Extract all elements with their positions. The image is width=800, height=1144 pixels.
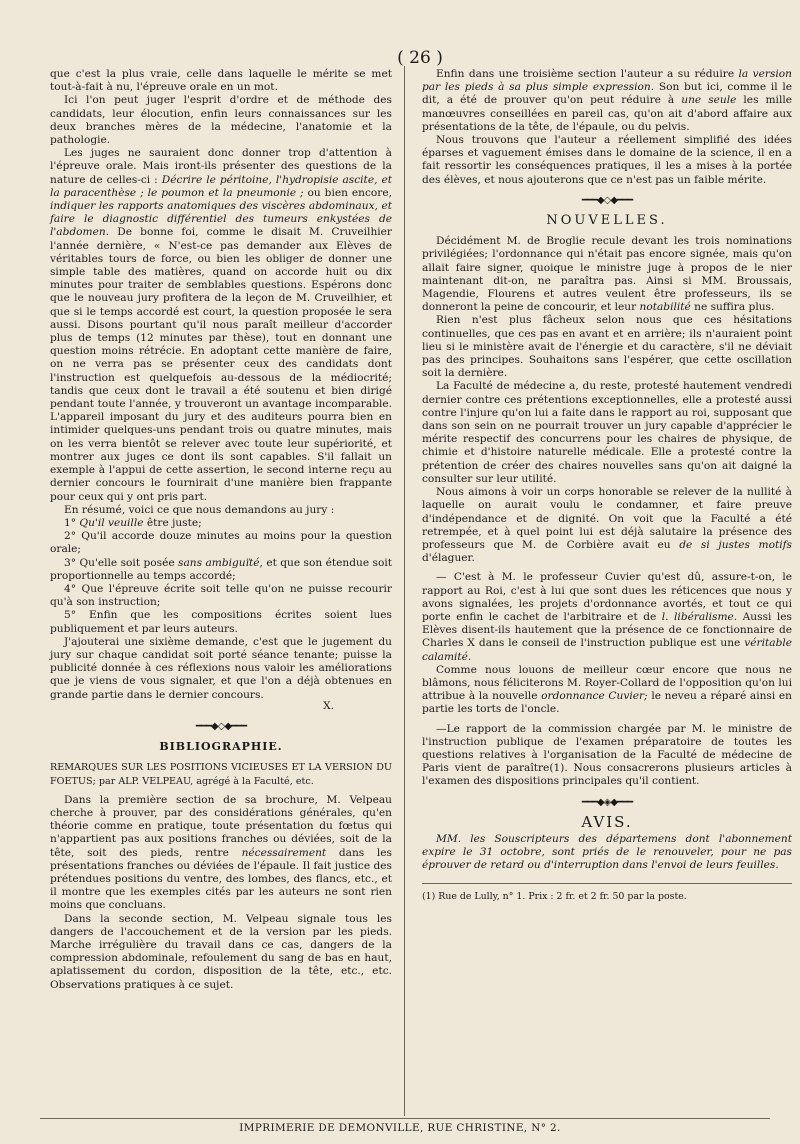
column-rule (404, 66, 405, 1116)
paragraph: Rien n'est plus fâcheux selon nous que ces hésitations continuelles, que ces pas en avant et en arrière; ils n'auraient point lieu si le ministère avait de l'énergie et du caractère, s'il ne déviait pas des principes. Souhaitons sans l'espérer, que cette oscillation soit la dernière. (422, 314, 792, 380)
section-heading-bibliographie: BIBLIOGRAPHIE. (159, 740, 283, 754)
paragraph: Comme nous louons de meilleur cœur encore que nous ne blâmons, nous féliciterons M. Royer-Collard de l'opposition qu'on lui attribue à la nouvelle ordonnance Cuvier; le neveu a réparé ainsi en partie les torts de l'oncle. (422, 663, 792, 716)
list-item: 2° Qu'il accorde douze minutes au moins pour la question orale; (50, 530, 392, 556)
ornament-divider: ━━━◆◇◆━━━ (195, 720, 247, 732)
list-item: 3° Qu'elle soit posée sans ambiguïté, et que son étendue soit proportionnelle au temps accordé; (50, 556, 392, 582)
paragraph: Dans la seconde section, M. Velpeau signale tous les dangers de l'accouchement et de la version par les pieds. Marche irrégulière du travail dans ce cas, dangers de la compression abdominale, refoulement du sang de bas en haut, aplatissement du cordon, disposition de la tête, etc., etc. Observations pratiques à ce sujet. (50, 912, 392, 991)
signature: X. (323, 699, 334, 712)
section-heading-avis: AVIS. (581, 812, 633, 831)
list-item: 4° Que l'épreuve écrite soit telle qu'on ne puisse recourir qu'à son instruction; (50, 582, 392, 609)
footer-rule (40, 1118, 770, 1119)
paragraph: La Faculté de médecine a, du reste, protesté hautement vendredi dernier contre ces prétentions exceptionnelles, elle a protesté aussi contre l'injure qu'on lui a faite dans le rapport au roi, supposant que dans son sein on ne pourrait trouver un jury capable d'apprécier le mérite respectif des concurrens pour les chaires de physique, de chimie et d'histoire naturelle médicale. Elle a protesté contre la prétention de créer des chaires nouvelles sans qu'on ait daigné la consulter sur leur utilité. (422, 380, 792, 485)
footnote: (1) Rue de Lully, n° 1. Prix : 2 fr. et 2 fr. 50 par la poste. (422, 883, 792, 903)
review-title: REMARQUES SUR LES POSITIONS VICIEUSES ET LA VERSION DU FOETUS; par ALP. VELPEAU, agrégé à la Faculté, etc. (50, 762, 392, 787)
list-item: 5° Enfin que les compositions écrites soient lues publiquement et par leurs auteurs. (50, 609, 392, 635)
paragraph: Décidément M. de Broglie recule devant les trois nominations privilégiées; l'ordonnance qui n'était pas encore signée, mais qu'on allait faire signer, quoique le ministre juge à propos de le nier maintenant dit-on, ne paraîtra pas. Ainsi si MM. Broussais, Magendie, Flourens et autres veulent être professeurs, ils se donneront la peine de concourir, et leur notabilité ne suffira plus. (422, 235, 792, 314)
paragraph: En résumé, voici ce que nous demandons au jury : (64, 503, 335, 516)
right-column (422, 68, 792, 903)
left-column (50, 68, 392, 992)
paragraph: Ici l'on peut juger l'esprit d'ordre et de méthode des candidats, leur élocution, enfin leurs connaissances sur les deux branches mères de la médecine, l'anatomie et la pathologie. (50, 94, 392, 147)
notice-text: MM. les Souscripteurs des départemens dont l'abonnement expire le 31 octobre, sont priés de le renouveler, pour ne pas éprouver de retard ou d'interruption dans l'envoi de leurs feuilles. (422, 832, 792, 872)
paragraph: — C'est à M. le professeur Cuvier qu'est dû, assure-t-on, le rapport au Roi, c'est à lui que sont dues les réticences que nous y avons signalées, les projets d'ordonnance avortés, et tout ce qui porte enfin le cachet de l'arbitraire et de l. libéralisme. Aussi les Elèves disent-ils hautement que la présence de ce fonctionnaire de Charles X dans le conseil de l'instruction publique est une véritable calamité. (422, 571, 793, 663)
section-heading-nouvelles: NOUVELLES. (546, 213, 668, 229)
ornament-divider: ━━━◆◈◆━━━ (581, 796, 633, 808)
ornament-divider: ━━━◆◇◆━━━ (581, 194, 633, 206)
list-item: 1° Qu'il veuille être juste; (64, 516, 202, 529)
paragraph: Enfin dans une troisième section l'auteur a su réduire la version par les pieds à sa plus simple expression. Son but ici, comme il le dit, a été de prouver qu'on peut réduire à une seule les mille manœuvres conseillées en pareil cas, qu'on ait d'abord affaire aux présentations de la tête, de l'épaule, ou du pelvis. (422, 68, 792, 133)
paragraph: que c'est la plus vraie, celle dans laquelle le mérite se met tout-à-fait à nu, l'épreuve orale en un mot. (50, 68, 392, 94)
paragraph: Les juges ne sauraient donc donner trop d'attention à l'épreuve orale. Mais iront-ils présenter des questions de la nature de celles-ci : Décrire le péritoine, l'hydropisie ascite, et la paracenthèse ; le poumon et la pneumonie ; ou bien encore, indiquer les rapports anatomiques des viscères abdominaux, et faire le diagnostic différentiel des tumeurs enkystées de l'abdomen. De bonne foi, comme le disait M. Cruveilhier l'année dernière, « N'est-ce pas demander aux Elèves de véritables tours de force, ou bien les obliger de donner une simple table des matières, quand on accorde huit ou dix minutes pour traiter de semblables questions. Espérons donc que le nouveau jury profitera de la leçon de M. Cruveilhier, et que si le temps accordé est court, la question proposée le sera aussi. Disons pourtant qu'il nous paraît meilleur d'accorder plus de temps (12 minutes par thèse), tout en donnant une question moins rétrécie. En adoptant cette manière de faire, on ne verra pas se présenter ceux des candidats dont l'instruction est quelquefois au-dessous de la médiocrité; tandis que ceux dont le travail a été soutenu et bien dirigé pendant toute l'année, y trouveront un avantage incomparable. L'appareil imposant du jury et des auditeurs pourra bien en intimider quelques-uns pendant trois ou quatre minutes, mais on les verra bientôt se relever avec toute leur supériorité, et montrer aux juges ce dont ils sont capables. S'il fallait un exemple à l'appui de cette assertion, le second interne reçu au dernier concours le fournirait d'une manière bien frappante pour ceux qui y ont pris part. (50, 147, 392, 503)
paragraph: J'ajouterai une sixième demande, c'est que le jugement du jury sur chaque candidat soit porté séance tenante; puisse la publicité donnée à ces réflexions nous valoir les améliorations que je viens de vous signaler, et que l'on a déjà obtenues en grande partie dans le dernier concours. (50, 635, 392, 701)
paragraph: Nous aimons à voir un corps honorable se relever de la nullité à laquelle on aurait voulu le condamner, et faire preuve d'indépendance et de dignité. On voit que la Faculté a été retrempée, et à quel point lui est déjà salutaire la présence des professeurs que M. de Corbière avait eu de si justes motifs d'élaguer. (422, 486, 792, 565)
printer-imprint: IMPRIMERIE DE DEMONVILLE, RUE CHRISTINE, N° 2. (239, 1122, 561, 1134)
paragraph: —Le rapport de la commission chargée par M. le ministre de l'instruction publique de l'examen préparatoire de toutes les questions relatives à l'organisation de la Faculté de médecine de Paris vient de paraître(1). Nous consacrerons plusieurs articles à l'examen des dispositions principales qu'il contient. (422, 722, 792, 788)
paragraph: Dans la première section de sa brochure, M. Velpeau cherche à prouver, par des considérations générales, qu'en théorie comme en pratique, toute présentation du fœtus qui n'appartient pas aux positions franches ou déviées, soit de la tête, soit des pieds, rentre nécessairement dans les présentations franches ou déviées de l'épaule. Il fait justice des prétendues positions du ventre, des lombes, des flancs, etc., et il montre que les exemples cités par les auteurs ne sont rien moins que concluans. (50, 793, 392, 912)
page-number: ( 26 ) (397, 48, 443, 68)
paragraph: Nous trouvons que l'auteur a réellement simplifié des idées éparses et vaguement émises dans le domaine de la science, il en a fait ressortir les conséquences pratiques, il les a mises à la portée des élèves, et nous ajouterons que ce n'est pas un faible mérite. (422, 134, 792, 186)
